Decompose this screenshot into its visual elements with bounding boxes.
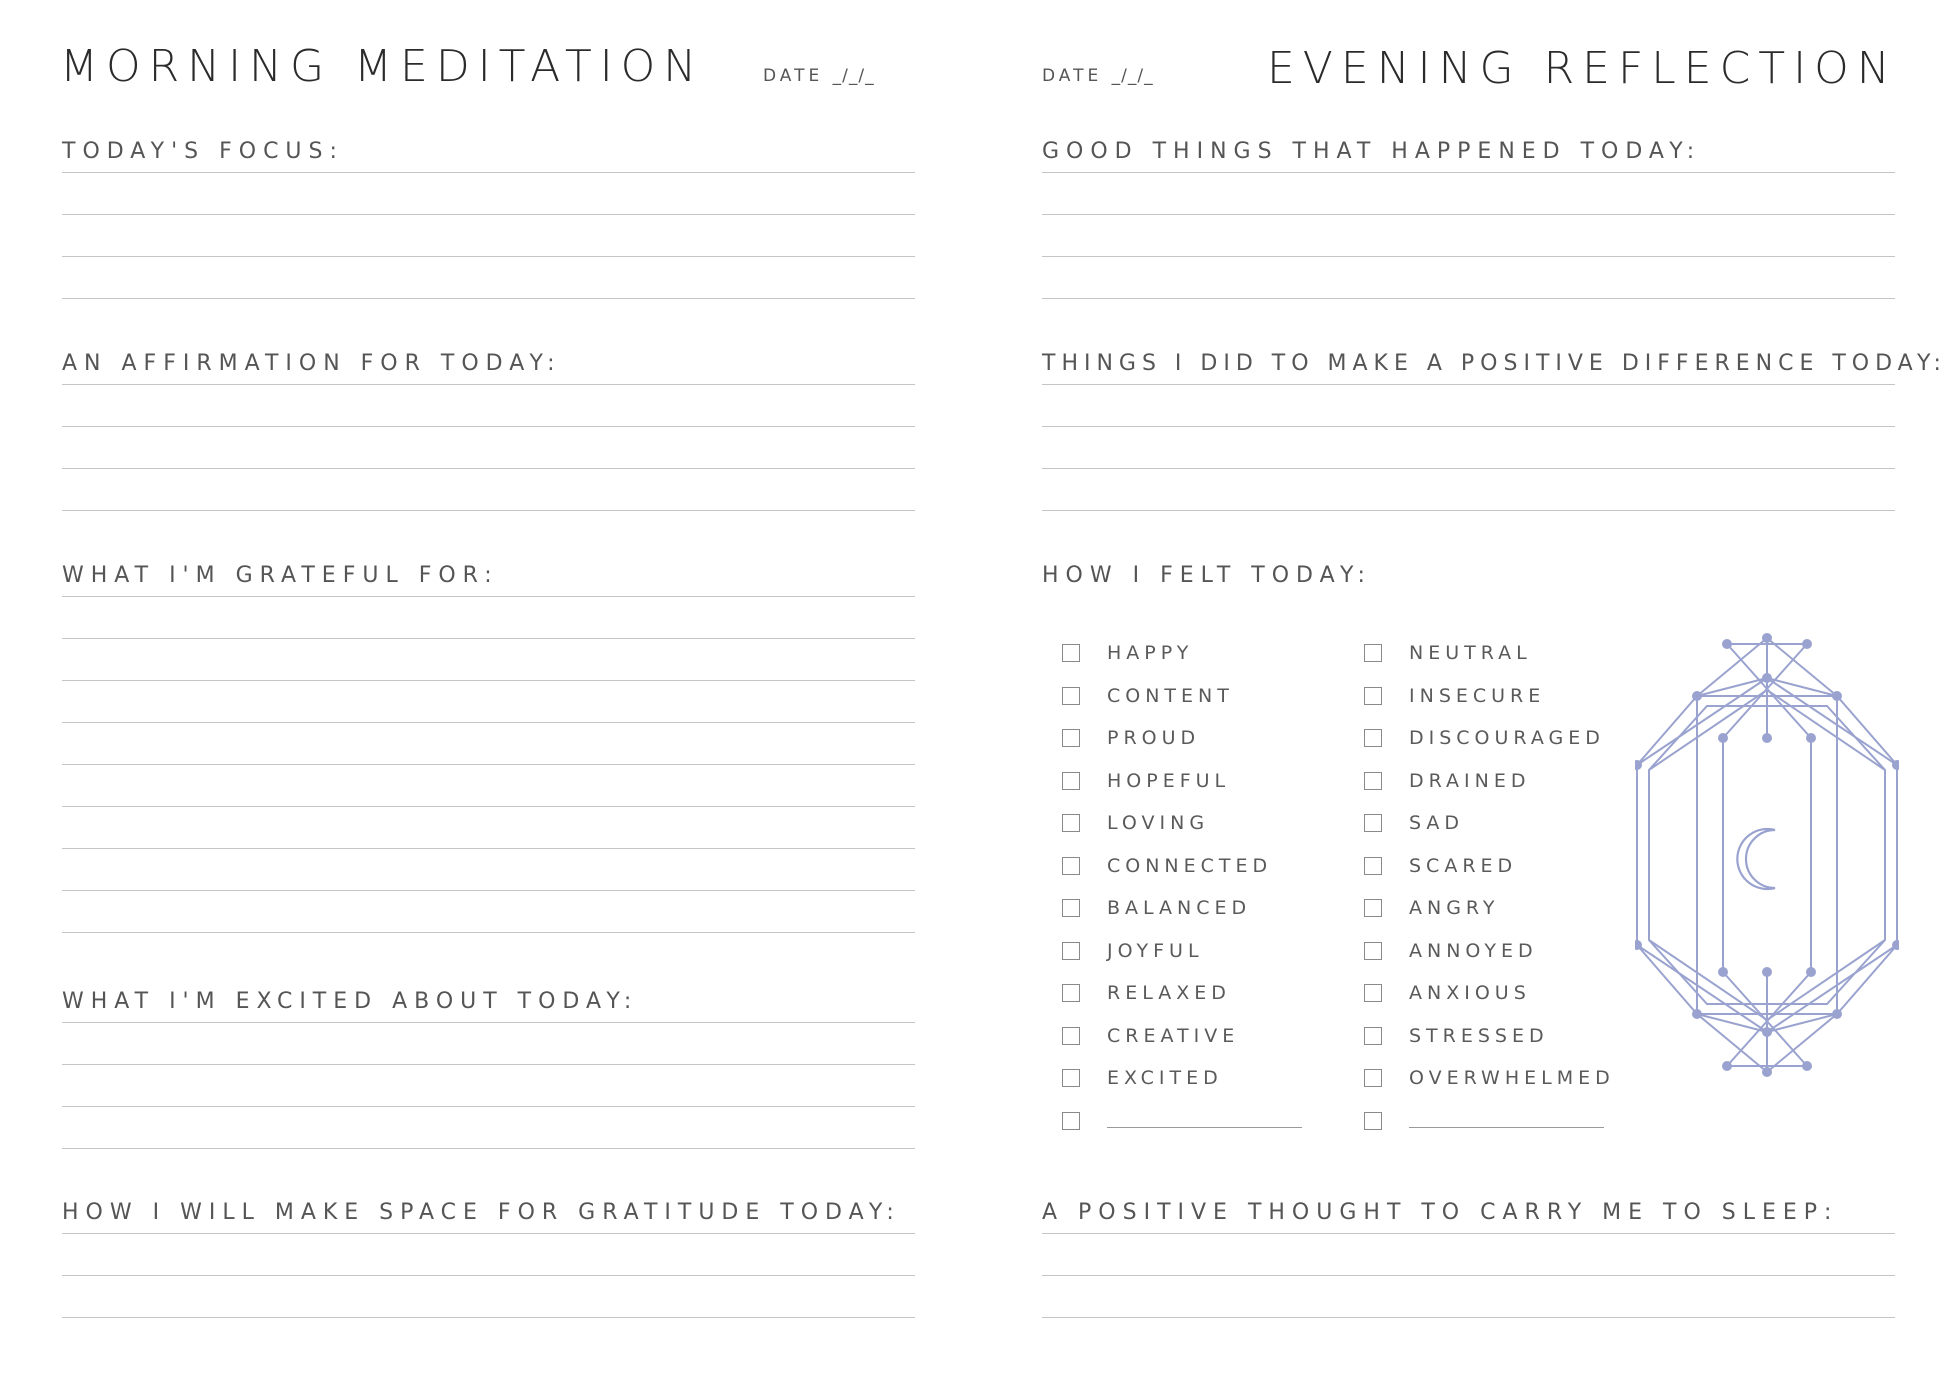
mood-option[interactable] — [1364, 802, 1615, 845]
section-todays-focus — [62, 132, 915, 299]
custom-mood-line[interactable] — [1409, 1113, 1604, 1128]
mood-label: ANXIOUS — [1409, 982, 1531, 1005]
section-label: HOW I WILL MAKE SPACE FOR GRATITUDE TODAY: — [62, 1200, 901, 1225]
mood-option[interactable] — [1062, 972, 1302, 1015]
mood-option[interactable] — [1364, 760, 1615, 803]
mood-label: BALANCED — [1107, 897, 1252, 920]
crystal-moon-emblem-icon — [1635, 630, 1899, 1080]
mood-option[interactable] — [1364, 930, 1615, 973]
mood-label: CONTENT — [1107, 684, 1234, 707]
morning-title: MORNING MEDITATION — [60, 41, 705, 92]
mood-label: LOVING — [1107, 812, 1210, 835]
mood-option[interactable] — [1364, 972, 1615, 1015]
section-label: WHAT I'M GRATEFUL FOR: — [62, 563, 499, 588]
mood-label: CONNECTED — [1107, 854, 1273, 877]
mood-label: HOPEFUL — [1107, 769, 1231, 792]
checkbox-icon[interactable] — [1062, 984, 1080, 1002]
mood-label: RELAXED — [1107, 982, 1231, 1005]
writing-line[interactable] — [62, 1107, 915, 1149]
mood-option-custom[interactable] — [1364, 1100, 1615, 1143]
checkbox-icon[interactable] — [1364, 1112, 1382, 1130]
writing-line[interactable] — [1042, 1276, 1895, 1318]
section-label: THINGS I DID TO MAKE A POSITIVE DIFFERENCE TODAY: — [1042, 351, 1947, 376]
section-label: A POSITIVE THOUGHT TO CARRY ME TO SLEEP: — [1042, 1200, 1839, 1225]
writing-line[interactable] — [1042, 1234, 1895, 1276]
section-how-i-felt — [1042, 556, 1895, 596]
mood-label: EXCITED — [1107, 1067, 1223, 1090]
checkbox-icon[interactable] — [1062, 644, 1080, 662]
mood-label: DRAINED — [1409, 769, 1531, 792]
section-label: HOW I FELT TODAY: — [1042, 563, 1372, 588]
section-affirmation — [62, 344, 915, 511]
writing-line[interactable] — [62, 469, 915, 511]
checkbox-icon[interactable] — [1062, 687, 1080, 705]
writing-line[interactable] — [62, 849, 915, 891]
writing-line[interactable] — [62, 1023, 915, 1065]
checkbox-icon[interactable] — [1062, 942, 1080, 960]
mood-label: ANNOYED — [1409, 939, 1538, 962]
checkbox-icon[interactable] — [1062, 1112, 1080, 1130]
section-label: GOOD THINGS THAT HAPPENED TODAY: — [1042, 139, 1702, 164]
evening-date-label: DATE — [1042, 66, 1103, 86]
evening-date[interactable] — [1042, 68, 1154, 85]
checkbox-icon[interactable] — [1364, 857, 1382, 875]
custom-mood-line[interactable] — [1107, 1113, 1302, 1128]
writing-line[interactable] — [62, 807, 915, 849]
mood-column-right — [1364, 632, 1615, 1142]
mood-label: ANGRY — [1409, 897, 1500, 920]
mood-label: SAD — [1409, 812, 1465, 835]
writing-line[interactable] — [1042, 385, 1895, 427]
checkbox-icon[interactable] — [1364, 814, 1382, 832]
mood-option[interactable] — [1062, 760, 1302, 803]
writing-line[interactable] — [1042, 469, 1895, 511]
writing-line[interactable] — [62, 385, 915, 427]
morning-date[interactable] — [763, 68, 875, 85]
section-positive-thought — [1042, 1193, 1895, 1318]
checkbox-icon[interactable] — [1062, 814, 1080, 832]
mood-label: INSECURE — [1409, 684, 1546, 707]
writing-line[interactable] — [1042, 257, 1895, 299]
mood-option[interactable] — [1364, 717, 1615, 760]
checkbox-icon[interactable] — [1062, 899, 1080, 917]
mood-label: PROUD — [1107, 727, 1201, 750]
mood-label: SCARED — [1409, 854, 1518, 877]
mood-label: STRESSED — [1409, 1024, 1549, 1047]
checkbox-icon[interactable] — [1364, 942, 1382, 960]
morning-date-label: DATE — [763, 66, 824, 86]
checkbox-icon[interactable] — [1364, 644, 1382, 662]
section-grateful — [62, 556, 915, 933]
morning-date-blank: _/_/_ — [832, 66, 875, 86]
checkbox-icon[interactable] — [1364, 772, 1382, 790]
checkbox-icon[interactable] — [1364, 1027, 1382, 1045]
checkbox-icon[interactable] — [1062, 857, 1080, 875]
checkbox-icon[interactable] — [1364, 984, 1382, 1002]
checkbox-icon[interactable] — [1062, 1069, 1080, 1087]
mood-option[interactable] — [1364, 632, 1615, 675]
writing-line[interactable] — [1042, 173, 1895, 215]
writing-line[interactable] — [62, 891, 915, 933]
writing-line[interactable] — [1042, 427, 1895, 469]
mood-option-custom[interactable] — [1062, 1100, 1302, 1143]
mood-option[interactable] — [1364, 845, 1615, 888]
writing-line[interactable] — [62, 765, 915, 807]
checkbox-icon[interactable] — [1364, 729, 1382, 747]
section-label: AN AFFIRMATION FOR TODAY: — [62, 351, 562, 376]
writing-line[interactable] — [62, 427, 915, 469]
mood-option[interactable] — [1062, 802, 1302, 845]
mood-checklist — [1062, 632, 1622, 1152]
section-excited — [62, 982, 915, 1149]
section-label: WHAT I'M EXCITED ABOUT TODAY: — [62, 989, 639, 1014]
writing-line[interactable] — [62, 597, 915, 639]
mood-label: JOYFUL — [1107, 939, 1204, 962]
mood-label: CREATIVE — [1107, 1024, 1240, 1047]
section-positive-difference — [1042, 344, 1947, 511]
evening-title: EVENING REFLECTION — [1267, 43, 1898, 94]
mood-option[interactable] — [1364, 675, 1615, 718]
mood-label: DISCOURAGED — [1409, 727, 1605, 750]
writing-line[interactable] — [1042, 215, 1895, 257]
checkbox-icon[interactable] — [1364, 687, 1382, 705]
checkbox-icon[interactable] — [1364, 899, 1382, 917]
checkbox-icon[interactable] — [1062, 1027, 1080, 1045]
section-label: TODAY'S FOCUS: — [62, 139, 344, 164]
writing-line[interactable] — [62, 1276, 915, 1318]
writing-line[interactable] — [62, 681, 915, 723]
writing-line[interactable] — [62, 639, 915, 681]
mood-option[interactable] — [1062, 717, 1302, 760]
writing-line[interactable] — [62, 1234, 915, 1276]
writing-line[interactable] — [62, 257, 915, 299]
mood-option[interactable] — [1062, 930, 1302, 973]
section-good-things — [1042, 132, 1895, 299]
evening-page — [975, 0, 1947, 1396]
writing-line[interactable] — [62, 173, 915, 215]
mood-option[interactable] — [1062, 632, 1302, 675]
mood-option[interactable] — [1062, 845, 1302, 888]
mood-option[interactable] — [1062, 1057, 1302, 1100]
mood-label: NEUTRAL — [1409, 642, 1532, 665]
mood-option[interactable] — [1062, 675, 1302, 718]
mood-label: OVERWHELMED — [1409, 1067, 1615, 1090]
writing-line[interactable] — [62, 723, 915, 765]
checkbox-icon[interactable] — [1062, 729, 1080, 747]
checkbox-icon[interactable] — [1364, 1069, 1382, 1087]
writing-line[interactable] — [62, 215, 915, 257]
section-space-for-gratitude — [62, 1193, 915, 1318]
mood-option[interactable] — [1364, 1015, 1615, 1058]
mood-option[interactable] — [1062, 1015, 1302, 1058]
writing-line[interactable] — [62, 1065, 915, 1107]
mood-column-left — [1062, 632, 1302, 1142]
mood-option[interactable] — [1062, 887, 1302, 930]
checkbox-icon[interactable] — [1062, 772, 1080, 790]
mood-label: HAPPY — [1107, 642, 1194, 665]
evening-date-blank: _/_/_ — [1111, 66, 1154, 86]
mood-option[interactable] — [1364, 1057, 1615, 1100]
mood-option[interactable] — [1364, 887, 1615, 930]
